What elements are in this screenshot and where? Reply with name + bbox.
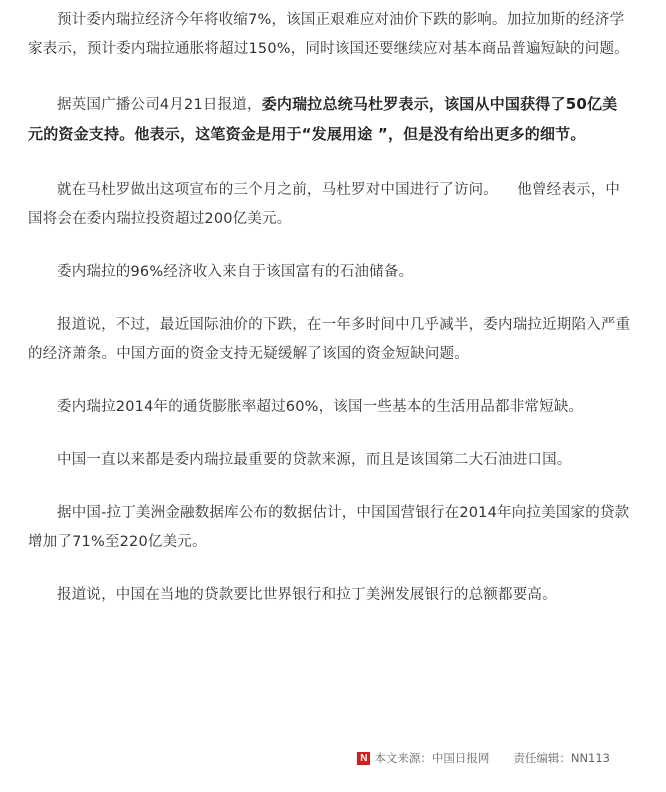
- paragraph-6: 委内瑞拉2014年的通货膨胀率超过60%，该国一些基本的生活用品都非常短缺。: [57, 399, 584, 415]
- paragraph-2-bold-statement: 委内瑞拉总统马杜罗表示，该国从中国获得了50亿美元的资金支持。他表示，这笔资金是用于“发展用途 ”，但是没有给出更多的细节。: [28, 95, 618, 143]
- paragraph-5: 报道说，不过，最近国际油价的下跌，在一年多时间中几乎减半，委内瑞拉近期陷入严重的经济萧条。中国方面的资金支持无疑缓解了该国的资金短缺问题。: [28, 317, 631, 362]
- paragraph-8: 据中国-拉丁美洲金融数据库公布的数据估计，中国国营银行在2014年向拉美国家的贷款增加了71%至220亿美元。: [28, 505, 630, 550]
- paragraph-2-lead: 据英国广播公司4月21日报道，: [57, 97, 262, 113]
- paragraph-4: 委内瑞拉的96%经济收入来自于该国富有的石油储备。: [57, 264, 414, 280]
- paragraph-9: 报道说，中国在当地的贷款要比世界银行和拉丁美洲发展银行的总额都要高。: [57, 587, 557, 603]
- paragraph-3: 就在马杜罗做出这项宣布的三个月之前，马杜罗对中国进行了访问。 他曾经表示，中国将会在委内瑞拉投资超过200亿美元。: [28, 182, 621, 227]
- article-footer: [357, 748, 610, 768]
- paragraph-7: 中国一直以来都是委内瑞拉最重要的贷款来源，而且是该国第二大石油进口国。: [57, 452, 572, 468]
- editor-label: 责任编辑：NN113: [513, 751, 610, 765]
- source-logo-icon: N: [357, 752, 370, 765]
- paragraph-2: [28, 90, 632, 150]
- paragraph-1: 预计委内瑞拉经济今年将收缩7%，该国正艰难应对油价下跌的影响。加拉加斯的经济学家表示，预计委内瑞拉通胀将超过150%，同时该国还要继续应对基本商品普遍短缺的问题。: [28, 12, 629, 57]
- source-label[interactable]: 本文来源：中国日报网: [374, 751, 490, 765]
